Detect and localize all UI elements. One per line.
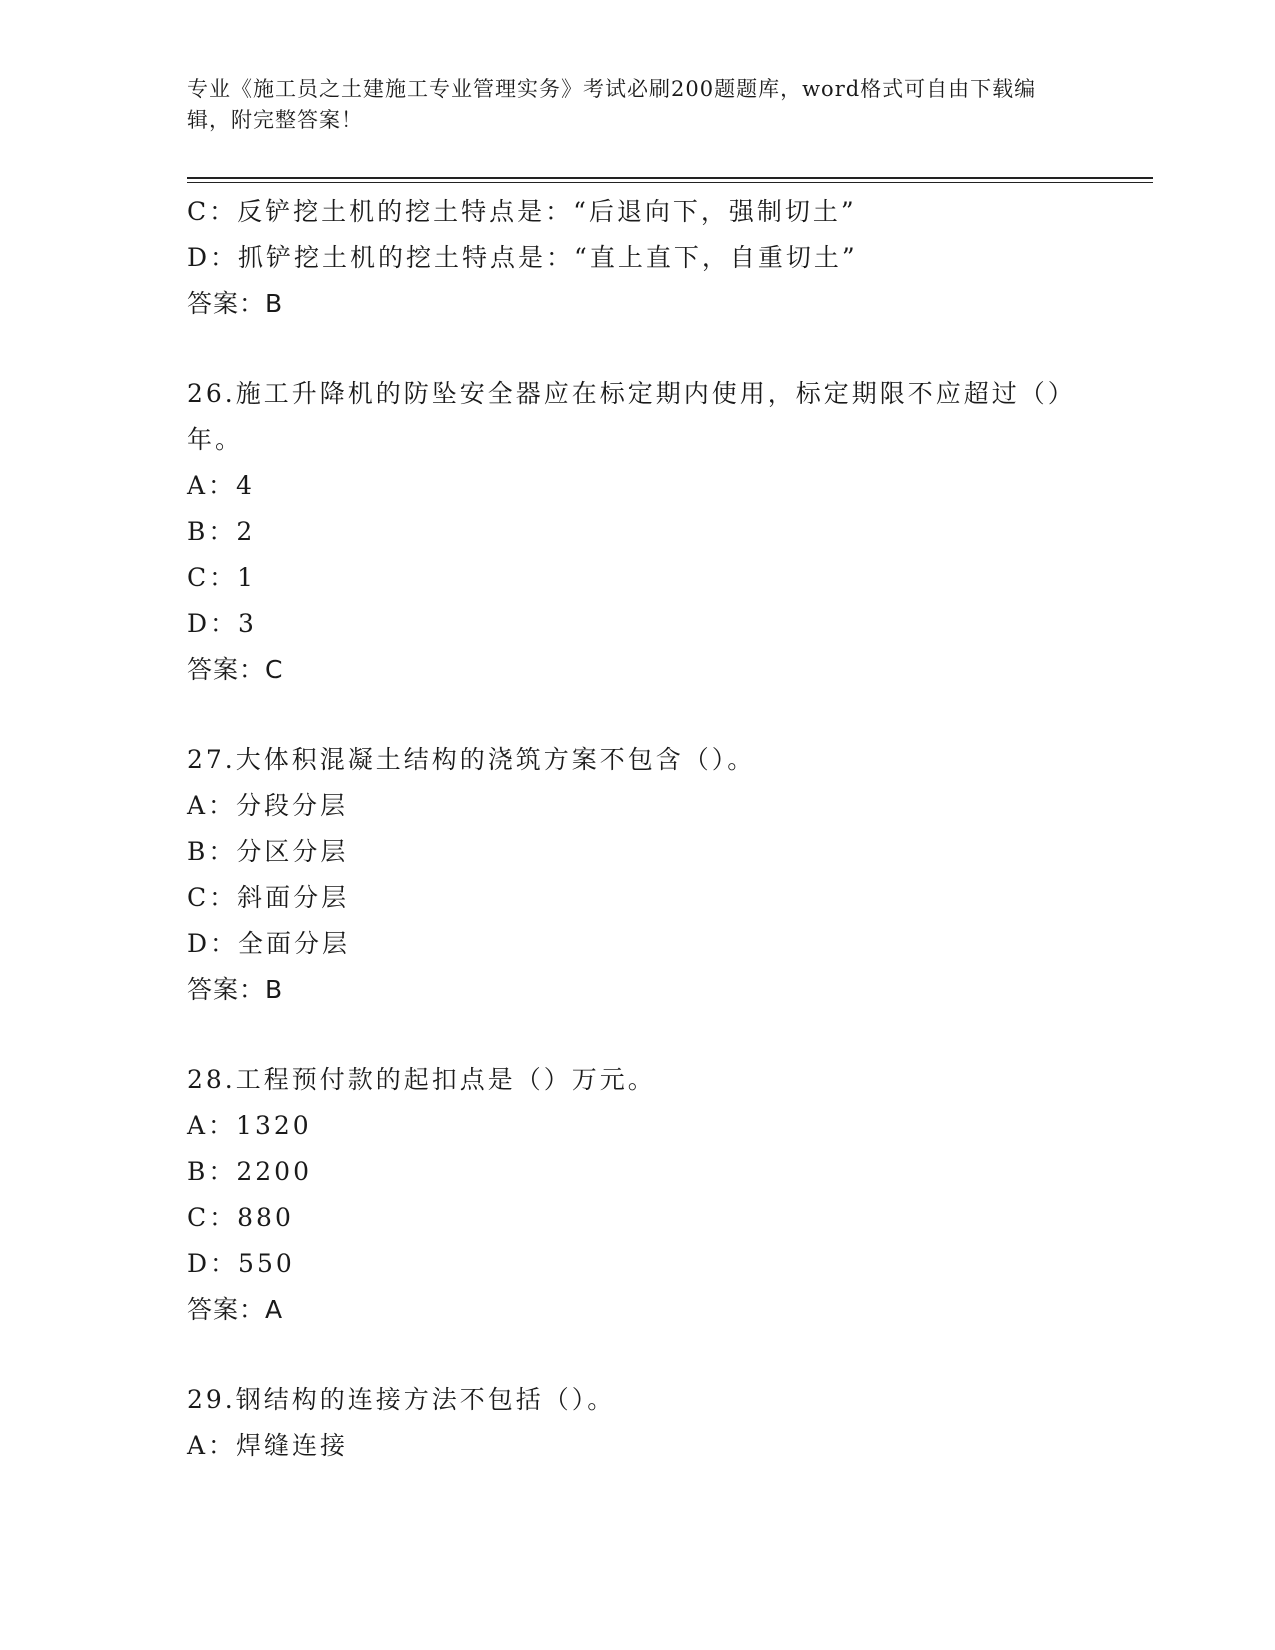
option-d: D：抓铲挖土机的挖土特点是：“直上直下，自重切土” (187, 243, 858, 272)
header-rule-thick (187, 177, 1153, 179)
question-28: 28.工程预付款的起扣点是（）万元。 (187, 1065, 656, 1094)
option-c: C：880 (187, 1203, 294, 1232)
option-c: C：斜面分层 (187, 883, 350, 912)
option-a: A：分段分层 (187, 791, 349, 820)
option-d: D：全面分层 (187, 929, 351, 958)
answer-line: 答案：A (187, 1295, 284, 1324)
question-29: 29.钢结构的连接方法不包括（）。 (187, 1385, 616, 1414)
question-26: 26.施工升降机的防坠安全器应在标定期内使用，标定期限不应超过（）年。 (187, 379, 1064, 454)
option-c: C：反铲挖土机的挖土特点是：“后退向下，强制切土” (187, 197, 857, 226)
option-d: D：550 (187, 1249, 295, 1278)
document-header: 专业《施工员之土建施工专业管理实务》考试必刷200题题库，word格式可自由下载编辑，附完整答案！ (187, 77, 1037, 132)
option-b: B：分区分层 (187, 837, 349, 866)
option-c: C：1 (187, 563, 257, 592)
option-a: A：4 (187, 471, 255, 500)
option-b: B：2 (187, 517, 256, 546)
option-b: B：2200 (187, 1157, 312, 1186)
question-list (187, 189, 1087, 1469)
question-27: 27.大体积混凝土结构的浇筑方案不包含（）。 (187, 745, 756, 774)
header-rule-thin (187, 182, 1153, 183)
option-a: A：1320 (187, 1111, 312, 1140)
answer-line: 答案：C (187, 655, 284, 684)
option-a: A：焊缝连接 (187, 1431, 349, 1460)
option-d: D：3 (187, 609, 257, 638)
answer-line: 答案：B (187, 975, 284, 1004)
answer-line: 答案：B (187, 289, 284, 318)
